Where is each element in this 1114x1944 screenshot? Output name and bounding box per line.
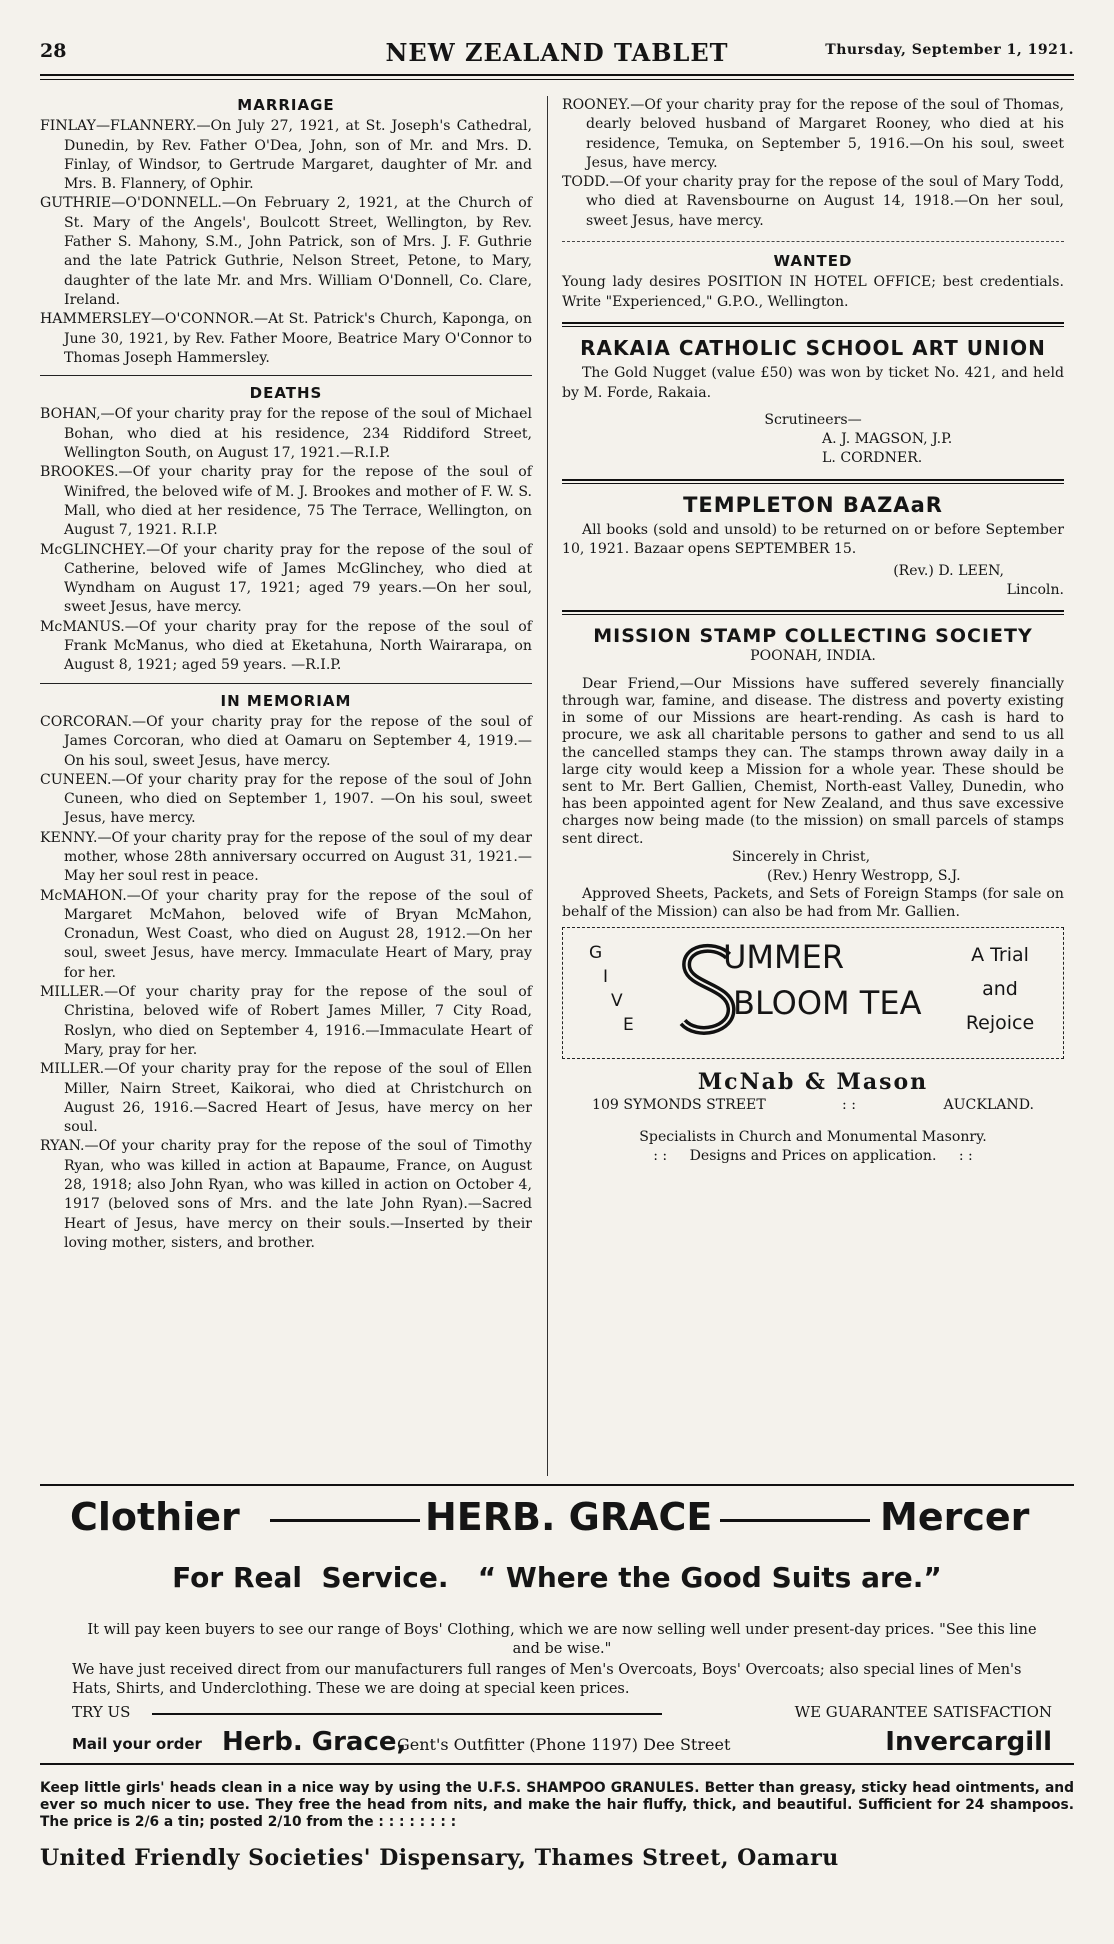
try-us-line [72,1703,1052,1723]
give-letter: I [603,966,609,987]
mission-subheading: POONAH, INDIA. [750,647,876,664]
scrutineer-name: A. J. MAGSON, J.P. [822,431,953,448]
templeton-signature: (Rev.) D. LEEN, [893,562,1004,579]
wanted-heading: WANTED [773,252,853,271]
mission-signature: (Rev.) Henry Westropp, S.J. [767,868,961,885]
templeton-text: All books (sold and unsold) to be returned on or before September 10, 1921. Bazaar opens SEPTEMBER 15. [562,522,1064,558]
rakaia-text: The Gold Nugget (value £50) was won by ticket No. 421, and held by M. Forde, Rakaia. [562,365,1064,401]
ad-dash [270,1519,420,1522]
right-column [562,96,1064,1167]
summer-bloom-tea-ad [562,927,1064,1059]
marriage-entry: GUTHRIE—O'DONNELL.—On February 2, 1921, at the Church of St. Mary of the Angels', Boulcott Street, Wellington, by Rev. Father S. Mahony, S.M., John Patrick, son of Mrs. J. F. Guthrie and the late Patrick Guthrie, Nelson Street, Petone, to Mary, daughter of the late Mr. and Mrs. William O'Donnell, Co. Clare, Ireland. [40,195,532,308]
give-letter: V [611,990,623,1011]
mcnab-separator: : : [842,1097,856,1114]
memoriam-heading: IN MEMORIAM [220,691,352,710]
mcnab-mason-name: McNab & Mason [697,1068,929,1095]
section-rule [562,322,1064,327]
herb-grace-ad [40,1495,1074,1765]
section-rule [562,241,1064,242]
memoriam-entry: McMAHON.—Of your charity pray for the repose of the soul of Margaret McMahon, beloved wife of Bryan McMahon, Cronadun, West Coast, who died on August 28, 1912.—On her soul, sweet Jesus, have mercy. Immaculate Heart of Mary, pray for her. [40,887,532,981]
page-number: 28 [40,40,67,62]
wanted-text: Young lady desires POSITION IN HOTEL OFFICE; best credentials. Write "Experienced," G.P.O., Wellington. [562,274,1064,310]
mcnab-city: AUCKLAND. [943,1097,1034,1114]
mail-order: Mail your order [72,1735,202,1753]
trial-text: and [982,977,1018,1000]
header-rule [40,74,1074,80]
memoriam-entry: CUNEEN.—Of your charity pray for the repose of the soul of John Cuneen, who died on September 1, 1907. —On his soul, sweet Jesus, have mercy. [40,771,532,827]
templeton-heading: TEMPLETON BAZAaR [683,492,943,517]
shampoo-text: Keep little girls' heads clean in a nice way by using the U.F.S. SHAMPOO GRANULES. Better than greasy, sticky head ointments, and ever so much nicer to use. They free the head from nits, and make the hair fluffy, thick, and beautiful. Sufficient for 24 shampoos. The price is 2/6 a tin; posted 2/10 from the : : : : : : : : [40,1780,1074,1830]
tea-brand-bloom: BLOOM TEA [733,983,922,1022]
herb-grace-title: HERB. GRACE [425,1495,713,1539]
memoriam-entry: MILLER.—Of your charity pray for the repose of the soul of Ellen Miller, Nairn Street, Kaikorai, who died at Christchurch on August 26, 1916.—Sacred Heart of Jesus, have mercy on her soul. [40,1061,532,1136]
mission-closing: Sincerely in Christ, [732,848,871,865]
ad-dash [152,1713,662,1715]
section-rule [562,479,1064,484]
clothier-slogan: For Real Service. “ Where the Good Suits are.” [172,1561,942,1594]
death-entry: TODD.—Of your charity pray for the repose of the soul of Mary Todd, who died at Ravensbourne on August 14, 1918.—On her soul, sweet Jesus, have mercy. [562,174,1064,229]
give-letter: E [623,1014,634,1035]
trial-text: A Trial [971,943,1029,966]
clothier-word: Clothier [70,1495,240,1539]
mission-heading: MISSION STAMP COLLECTING SOCIETY [593,625,1033,648]
death-entry: McGLINCHEY.—Of your charity pray for the repose of the soul of Catherine, beloved wife of James McGlinchey, who died at Wyndham on August 17, 1921; aged 79 years.—On her soul, sweet Jesus, have mercy. [40,541,532,616]
try-us: TRY US [72,1703,131,1721]
ad-dash [720,1519,870,1522]
herb-grace-signature: Herb. Grace, [222,1727,407,1757]
marriage-entry: FINLAY—FLANNERY.—On July 27, 1921, at St. Joseph's Cathedral, Dunedin, by Rev. Father O'Dea, John, son of Mr. and Mrs. D. Finlay, of Windsor, to Gertrude Margaret, daughter of Mr. and Mrs. B. Flannery, of Ophir. [40,118,532,193]
section-rule [40,683,532,684]
left-column [40,96,532,1253]
dispensary-footer: United Friendly Societies' Dispensary, Thames Street, Oamaru [40,1845,839,1871]
newspaper-title: NEW ZEALAND TABLET [385,38,729,67]
memoriam-entry: MILLER.—Of your charity pray for the repose of the soul of Christina, beloved wife of Robert James Miller, 7 City Road, Roslyn, who died on September 4, 1916.—Immaculate Heart of Mary, pray for her. [40,984,532,1058]
scrutineer-name: L. CORDNER. [822,450,923,467]
death-entry: BROOKES.—Of your charity pray for the repose of the soul of Winifred, the beloved wife of M. J. Brookes and mother of F. W. S. Mall, who died at her residence, 75 The Terrace, Wellington, on August 7, 1921. R.I.P. [40,464,532,539]
trial-text: Rejoice [965,1011,1035,1034]
templeton-place: Lincoln. [1006,581,1064,598]
section-rule [40,375,532,376]
give-letter: G [589,942,603,963]
shampoo-ad [40,1770,1074,1940]
rakaia-heading: RAKAIA CATHOLIC SCHOOL ART UNION [580,335,1046,360]
memoriam-entry: RYAN.—Of your charity pray for the repose of the soul of Timothy Ryan, who was killed in action at Bapaume, France, on August 28, 1918; also John Ryan, who was killed in action on October 4, 1917 (beloved sons of Mrs. and the late John Ryan).—Sacred Heart of Jesus, have mercy on their souls.—Inserted by their loving mother, sisters, and brother. [40,1138,532,1251]
mission-postscript: Approved Sheets, Packets, and Sets of Foreign Stamps (for sale on behalf of the Mission) can also be had from Mr. Gallien. [562,886,1064,920]
marriage-heading: MARRIAGE [237,96,335,114]
bottom-rule [40,1484,1074,1486]
issue-date: Thursday, September 1, 1921. [825,42,1074,58]
scrutineers-label: Scrutineers— [764,411,862,428]
ad-bottom-rule [40,1763,1074,1765]
memoriam-entry: CORCORAN.—Of your charity pray for the repose of the soul of James Corcoran, who died at Oamaru on September 4, 1919.—On his soul, sweet Jesus, have mercy. [40,713,532,769]
clothier-text-2: We have just received direct from our manufacturers full ranges of Men's Overcoats, Boys' Overcoats; also special lines of Men's Hats, Shirts, and Underclothing. These we are doing at special keen prices. [72,1662,1022,1697]
section-rule [562,610,1064,615]
death-entry: BOHAN,—Of your charity pray for the repose of the soul of Michael Bohan, who died at his residence, 234 Riddiford Street, Wellington South, on August 17, 1921.—R.I.P. [40,406,532,462]
death-entry: ROONEY.—Of your charity pray for the repose of the soul of Thomas, dearly beloved husband of Margaret Rooney, who died at his residence, Temuka, on September 5, 1916.—On his soul, sweet Jesus, have mercy. [562,97,1064,171]
guarantee-text: WE GUARANTEE SATISFACTION [794,1703,1052,1721]
invercargill: Invercargill [885,1727,1052,1757]
mission-text: Dear Friend,—Our Missions have suffered severely financially through war, famine, and disease. The distress and poverty existing in some of our Missions are heart-rending. As cash is hard to procure, we ask all charitable persons to gather and send to us all the cancelled stamps they can. The stamps thrown away daily in a large city would keep a Mission for a whole year. These should be sent to Mr. Bert Gallien, Chemist, North-east Valley, Dunedin, who has been appointed agent for New Zealand, and thus save excessive charges now being made (to the mission) on small parcels of stamps sent direct. [562,675,1064,847]
mcnab-specialists: Specialists in Church and Monumental Masonry. [639,1129,987,1146]
tea-brand-summer: UMMER [723,937,845,976]
page-header [40,40,1074,70]
mail-order-line [72,1727,1052,1761]
mcnab-address: 109 SYMONDS STREET [592,1097,766,1114]
marriage-entry: HAMMERSLEY—O'CONNOR.—At St. Patrick's Church, Kaponga, on June 30, 1921, by Rev. Father Moore, Beatrice Mary O'Connor to Thomas Joseph Hammersley. [40,311,532,366]
deaths-heading: DEATHS [249,384,323,403]
column-divider [547,96,548,1476]
mcnab-designs: : : Designs and Prices on application. : : [653,1148,973,1165]
mcnab-address-line [562,1096,1064,1118]
outfitter-address: Gent's Outfitter (Phone 1197) Dee Street [397,1735,731,1754]
memoriam-entry: KENNY.—Of your charity pray for the repose of the soul of my dear mother, whose 28th anniversary occurred on August 31, 1921.—May her soul rest in peace. [40,829,532,885]
clothier-text-1: It will pay keen buyers to see our range of Boys' Clothing, which we are now selling well under present-day prices. "See this line and be wise." [87,1622,1037,1657]
mercer-word: Mercer [880,1495,1030,1539]
death-entry: McMANUS.—Of your charity pray for the repose of the soul of Frank McManus, who died at Eketahuna, North Wairarapa, on August 8, 1921; aged 59 years. —R.I.P. [40,618,532,674]
